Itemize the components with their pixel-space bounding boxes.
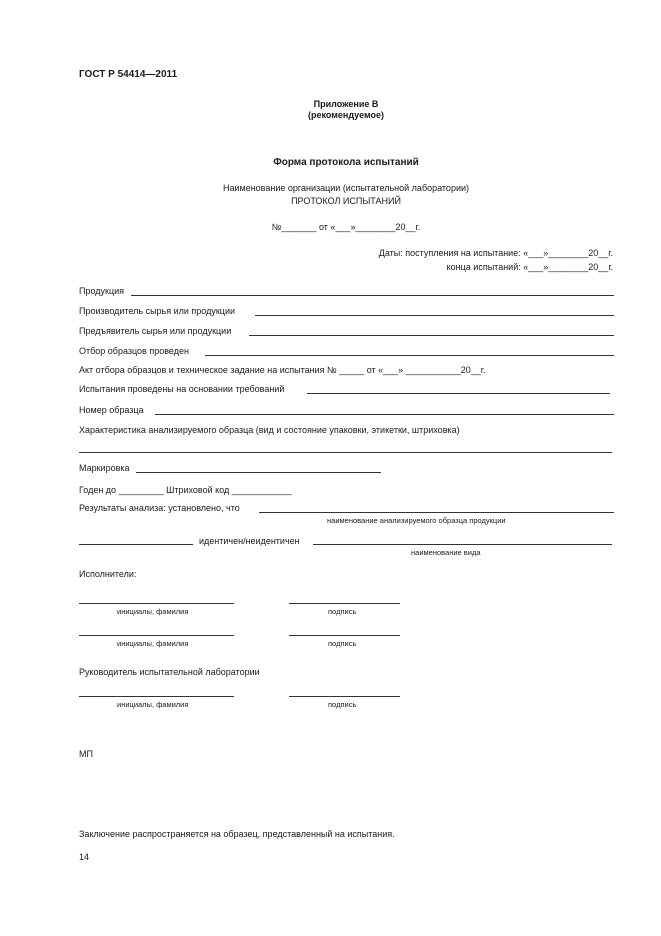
head-signature-line[interactable] bbox=[289, 696, 400, 697]
protocol-number: №_______ от «___»________20__г. bbox=[271, 222, 421, 232]
executor1-signature-caption: подпись bbox=[328, 607, 357, 616]
results-line[interactable] bbox=[259, 512, 614, 513]
head-signature-caption: подпись bbox=[328, 700, 357, 709]
organization-name: Наименование организации (испытательной лаборатории) bbox=[222, 183, 469, 193]
stamp-label: МП bbox=[79, 749, 93, 759]
valid-until-label: Годен до _________ Штриховой код ____________ bbox=[79, 485, 292, 495]
form-title: Форма протокола испытаний bbox=[273, 157, 419, 168]
sampling-line[interactable] bbox=[205, 355, 614, 356]
conclusion-text: Заключение распространяется на образец, представленный на испытания. bbox=[79, 829, 395, 839]
act-label: Акт отбора образцов и техническое задание на испытания № _____ от «___» ___________20__г. bbox=[79, 365, 486, 375]
executor2-initials-line[interactable] bbox=[79, 635, 234, 636]
protocol-title: ПРОТОКОЛ ИСПЫТАНИЙ bbox=[291, 196, 401, 206]
head-initials-line[interactable] bbox=[79, 696, 234, 697]
identical-label: идентичен/неидентичен bbox=[199, 536, 300, 546]
characteristics-label: Характеристика анализируемого образца (вид и состояние упаковки, этикетки, штриховка) bbox=[79, 425, 460, 435]
page-number: 14 bbox=[79, 852, 90, 862]
product-label: Продукция bbox=[79, 286, 125, 296]
sample-number-line[interactable] bbox=[155, 414, 614, 415]
executor1-initials-caption: инициалы, фамилия bbox=[117, 607, 189, 616]
characteristics-line[interactable] bbox=[79, 452, 612, 453]
head-title: Руководитель испытательной лаборатории bbox=[79, 667, 260, 677]
executor1-signature-line[interactable] bbox=[289, 603, 400, 604]
results-label: Результаты анализа: установлено, что bbox=[79, 503, 240, 513]
executor2-signature-caption: подпись bbox=[328, 639, 357, 648]
executor1-initials-line[interactable] bbox=[79, 603, 234, 604]
sampling-label: Отбор образцов проведен bbox=[79, 346, 189, 356]
standard-number: ГОСТ Р 54414—2011 bbox=[79, 69, 178, 80]
presenter-label: Предъявитель сырья или продукции bbox=[79, 326, 232, 336]
presenter-line[interactable] bbox=[249, 335, 614, 336]
date-finished: конца испытаний: «___»________20__г. bbox=[446, 262, 613, 272]
results-caption: наименование анализируемого образца продукции bbox=[327, 516, 506, 525]
executor2-signature-line[interactable] bbox=[289, 635, 400, 636]
identical-caption: наименование вида bbox=[411, 548, 481, 557]
annex-title: Приложение В bbox=[313, 99, 379, 109]
head-initials-caption: инициалы, фамилия bbox=[117, 700, 189, 709]
date-received: Даты: поступления на испытание: «___»________20__г. bbox=[378, 248, 613, 258]
executor2-initials-caption: инициалы, фамилия bbox=[117, 639, 189, 648]
sample-number-label: Номер образца bbox=[79, 405, 144, 415]
basis-line[interactable] bbox=[307, 393, 610, 394]
marking-line[interactable] bbox=[136, 472, 381, 473]
product-line[interactable] bbox=[131, 295, 614, 296]
basis-label: Испытания проведены на основании требований bbox=[79, 384, 285, 394]
executors-title: Исполнители: bbox=[79, 569, 137, 579]
identical-left-line[interactable] bbox=[79, 544, 193, 545]
annex-subtitle: (рекомендуемое) bbox=[308, 110, 384, 120]
producer-line[interactable] bbox=[255, 315, 614, 316]
marking-label: Маркировка bbox=[79, 463, 130, 473]
producer-label: Производитель сырья или продукции bbox=[79, 306, 235, 316]
identical-right-line[interactable] bbox=[313, 544, 612, 545]
